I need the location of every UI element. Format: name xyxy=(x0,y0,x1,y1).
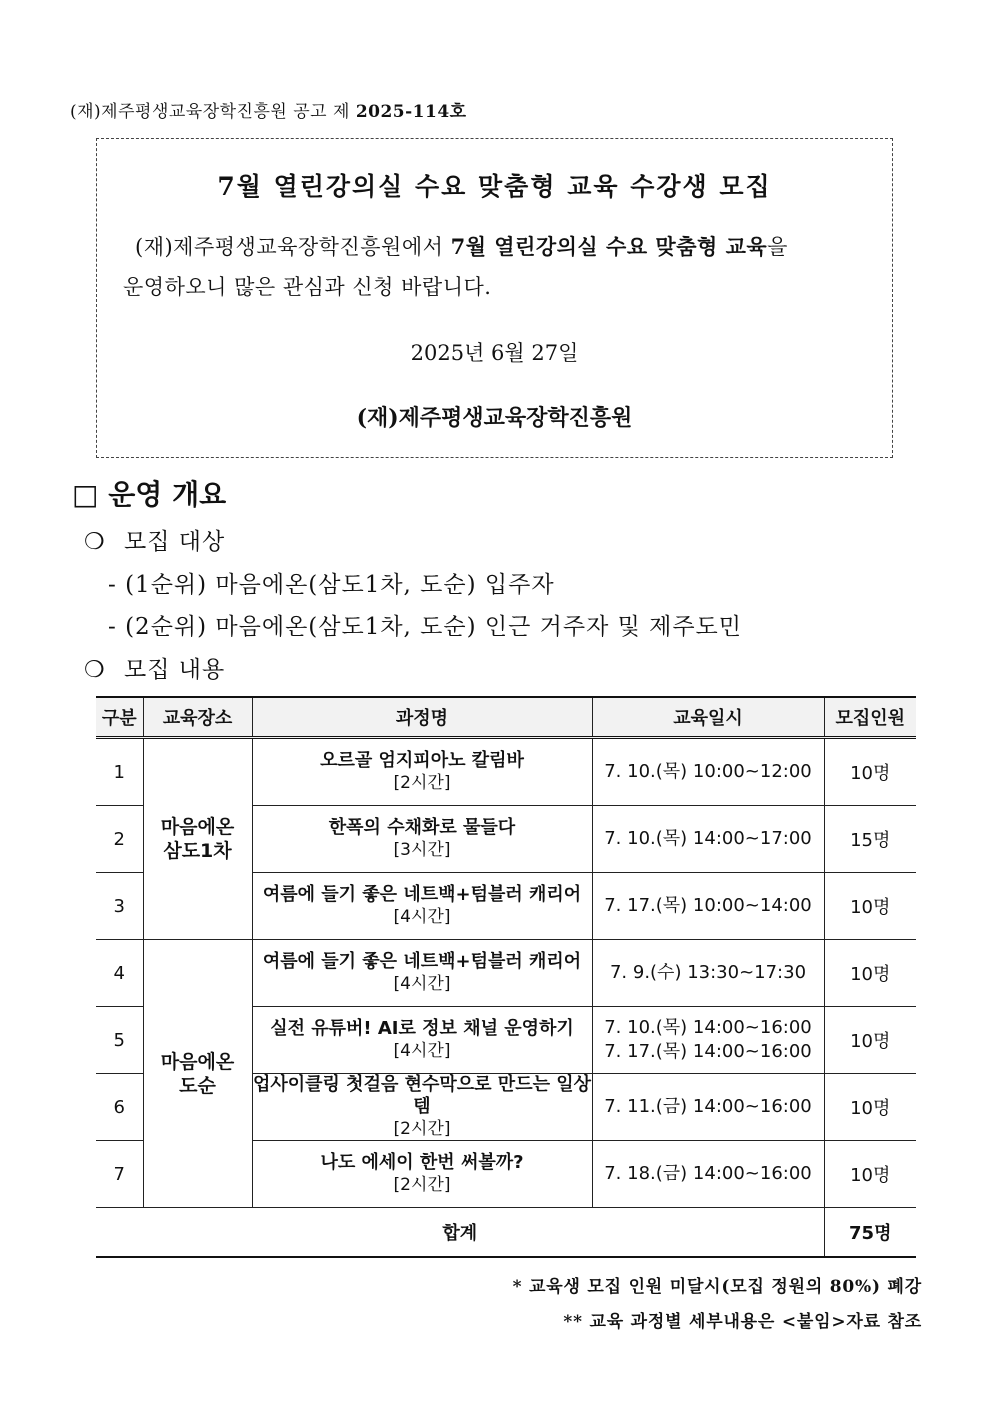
body-text-line2: 운영하오니 많은 관심과 신청 바랍니다. xyxy=(123,275,492,299)
section-heading xyxy=(72,473,226,513)
header-course: 과정명 xyxy=(252,697,592,738)
total-label: 합계 xyxy=(96,1208,824,1258)
course-name: 여름에 들기 좋은 네트백+텀블러 캐리어 xyxy=(262,884,582,905)
datetime-line: 7. 9.(수) 13:30~17:30 xyxy=(609,962,807,983)
table-row xyxy=(96,738,916,806)
row-number: 5 xyxy=(96,1007,143,1074)
footnote-1: * 교육생 모집 인원 미달시(모집 정원의 80%) 폐강 xyxy=(512,1277,922,1297)
course-cell xyxy=(252,873,592,940)
notice-prefix: (재)제주평생교육장학진흥원 공고 제 xyxy=(70,102,350,122)
count-cell: 15명 xyxy=(824,806,916,873)
course-cell xyxy=(252,806,592,873)
notice-number: 2025-114호 xyxy=(355,102,467,122)
notice-organization: (재)제주평생교육장학진흥원 xyxy=(356,405,633,431)
footnote-2: ** 교육 과정별 세부내용은 <붙임>자료 참조 xyxy=(563,1312,922,1332)
count-cell: 10명 xyxy=(824,738,916,806)
total-row xyxy=(96,1208,916,1258)
row-number: 3 xyxy=(96,873,143,940)
datetime-cell xyxy=(592,873,824,940)
body-text-2: 을 xyxy=(767,235,788,259)
count-cell: 10명 xyxy=(824,1074,916,1141)
datetime-cell xyxy=(592,738,824,806)
total-value: 75명 xyxy=(824,1208,916,1258)
body-text-1: (재)제주평생교육장학진흥원에서 xyxy=(135,235,451,259)
table-header-row xyxy=(96,697,916,738)
header-place: 교육장소 xyxy=(143,697,252,738)
datetime-line: 7. 17.(목) 10:00~14:00 xyxy=(604,895,812,916)
course-name: 한폭의 수채화로 물들다 xyxy=(328,817,516,838)
datetime-line: 7. 10.(목) 10:00~12:00 xyxy=(604,761,812,782)
notice-title: 7월 열린강의실 수요 맞춤형 교육 수강생 모집 xyxy=(217,172,772,201)
course-cell xyxy=(252,738,592,806)
datetime-line: 7. 10.(목) 14:00~16:00 xyxy=(604,1017,812,1038)
course-cell xyxy=(252,1074,592,1141)
datetime-line: 7. 10.(목) 14:00~17:00 xyxy=(604,828,812,849)
datetime-cell xyxy=(592,1007,824,1074)
course-hours: [2시간] xyxy=(393,773,451,793)
course-table xyxy=(96,696,916,1258)
datetime-line: 7. 11.(금) 14:00~16:00 xyxy=(604,1096,812,1117)
course-hours: [4시간] xyxy=(393,974,451,994)
row-number: 2 xyxy=(96,806,143,873)
datetime-cell xyxy=(592,1074,824,1141)
datetime-line: 7. 18.(금) 14:00~16:00 xyxy=(604,1163,812,1184)
datetime-line: 7. 17.(목) 14:00~16:00 xyxy=(604,1041,812,1062)
circle-bullet-icon: ❍ xyxy=(84,657,106,683)
course-name: 나도 에세이 한번 써볼까? xyxy=(320,1152,524,1173)
subheading-content xyxy=(84,651,225,684)
course-hours: [2시간] xyxy=(393,1119,451,1139)
course-cell xyxy=(252,940,592,1007)
count-cell: 10명 xyxy=(824,940,916,1007)
place-cell: 마음에온 삼도1차 xyxy=(143,738,252,940)
datetime-cell xyxy=(592,940,824,1007)
row-number: 1 xyxy=(96,738,143,806)
course-hours: [4시간] xyxy=(393,907,451,927)
place-cell: 마음에온 도순 xyxy=(143,940,252,1208)
square-bullet-icon: □ xyxy=(72,478,99,511)
course-hours: [2시간] xyxy=(393,1175,451,1195)
count-cell: 10명 xyxy=(824,873,916,940)
header-no: 구분 xyxy=(96,697,143,738)
course-hours: [3시간] xyxy=(393,840,451,860)
course-name: 오르골 엄지피아노 칼림바 xyxy=(320,750,524,771)
row-number: 7 xyxy=(96,1141,143,1208)
row-number: 4 xyxy=(96,940,143,1007)
notice-number-line xyxy=(70,97,467,122)
target-item-1: - (1순위) 마음에온(삼도1차, 도순) 입주자 xyxy=(108,572,555,598)
course-name: 업사이클링 첫걸음 현수막으로 만드는 일상템 xyxy=(252,1074,592,1117)
body-text-bold: 7월 열린강의실 수요 맞춤형 교육 xyxy=(450,234,768,259)
row-number: 6 xyxy=(96,1074,143,1141)
datetime-cell xyxy=(592,806,824,873)
subheading-target xyxy=(84,523,225,556)
table-row xyxy=(96,940,916,1007)
course-cell xyxy=(252,1141,592,1208)
datetime-cell xyxy=(592,1141,824,1208)
course-cell xyxy=(252,1007,592,1074)
course-name: 실전 유튜버! AI로 정보 채널 운영하기 xyxy=(270,1018,574,1039)
subheading-content-label: 모집 내용 xyxy=(124,657,226,683)
notice-box xyxy=(96,138,893,458)
target-item-2: - (2순위) 마음에온(삼도1차, 도순) 인근 거주자 및 제주도민 xyxy=(108,614,742,640)
section-title: 운영 개요 xyxy=(108,478,227,511)
count-cell: 10명 xyxy=(824,1141,916,1208)
notice-body xyxy=(123,227,870,307)
notice-date: 2025년 6월 27일 xyxy=(410,341,579,365)
circle-bullet-icon: ❍ xyxy=(84,529,106,555)
course-name: 여름에 들기 좋은 네트백+텀블러 캐리어 xyxy=(262,951,582,972)
header-count: 모집인원 xyxy=(824,697,916,738)
subheading-target-label: 모집 대상 xyxy=(124,529,226,555)
count-cell: 10명 xyxy=(824,1007,916,1074)
header-datetime: 교육일시 xyxy=(592,697,824,738)
course-hours: [4시간] xyxy=(393,1041,451,1061)
